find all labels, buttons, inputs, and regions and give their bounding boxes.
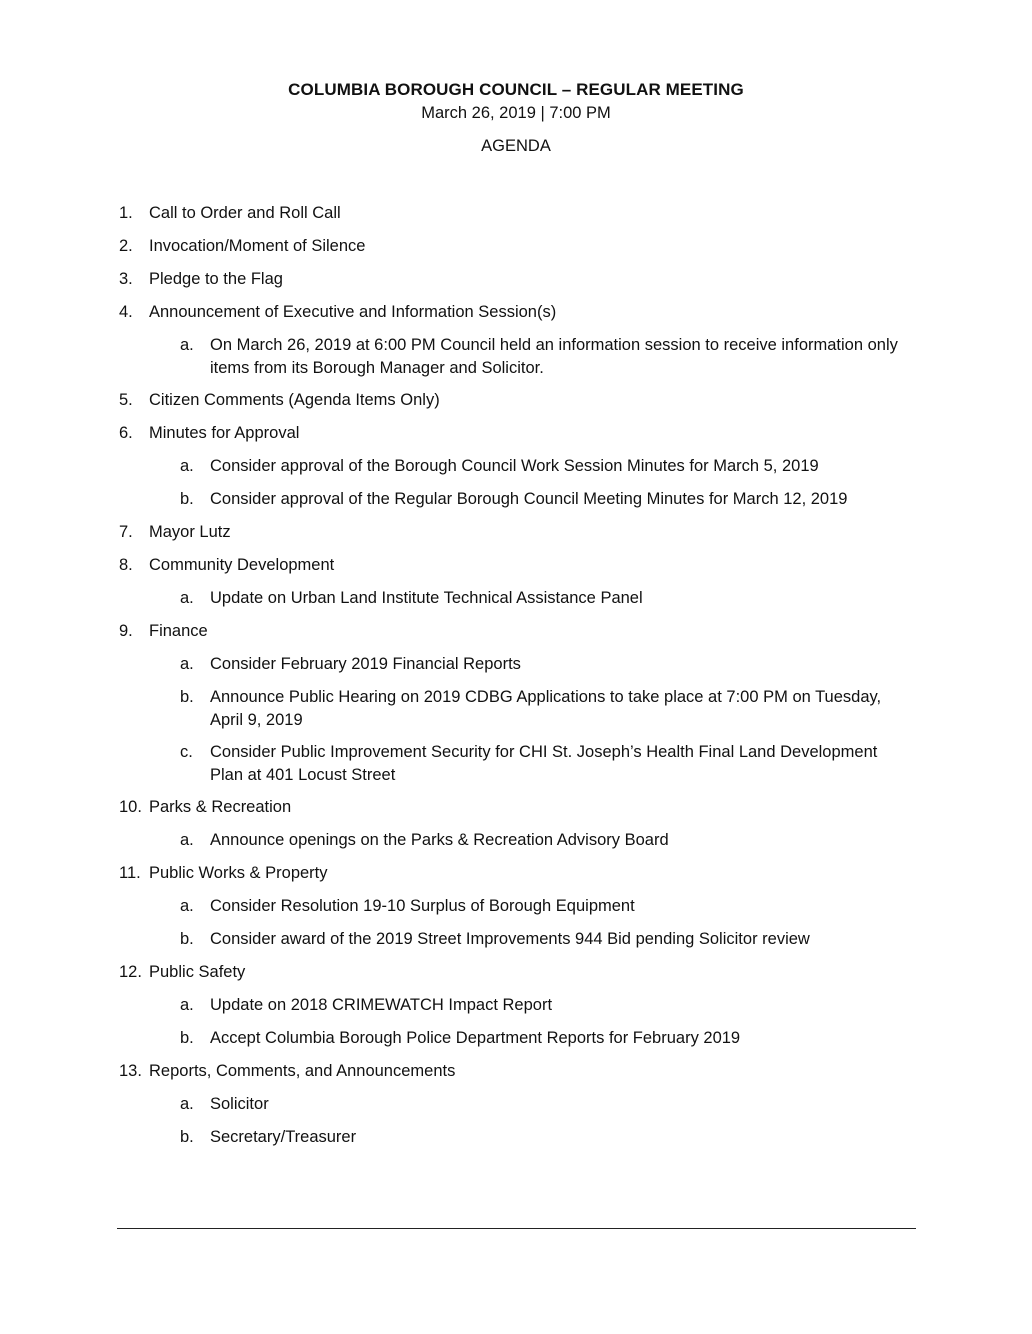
- agenda-subitem: [180, 1026, 909, 1051]
- agenda-subitem-text: On March 26, 2019 at 6:00 PM Council held an information session to receive information only items from its Borough Manager and Solicitor.: [210, 336, 898, 377]
- agenda-subitem-letter: b.: [180, 1029, 194, 1047]
- agenda-item: [119, 1059, 909, 1084]
- agenda-item-group: [119, 234, 909, 259]
- agenda-subitems: [180, 894, 909, 952]
- agenda-subitem-text: Update on 2018 CRIMEWATCH Impact Report: [210, 996, 553, 1014]
- agenda-item: [119, 861, 909, 886]
- agenda-item-number: 3.: [119, 270, 133, 288]
- agenda-item: [119, 267, 909, 292]
- agenda-subitem-letter: a.: [180, 655, 194, 673]
- agenda-subitem: [180, 487, 909, 512]
- agenda-item-number: 10.: [119, 798, 142, 816]
- agenda-item-number: 4.: [119, 303, 133, 321]
- agenda-subitem: [180, 1092, 909, 1117]
- agenda-item-group: [119, 619, 909, 787]
- agenda-subitem: [180, 685, 909, 732]
- agenda-item: [119, 553, 909, 578]
- agenda-subitem-letter: b.: [180, 930, 194, 948]
- agenda-item-group: [119, 553, 909, 611]
- agenda-subitem-letter: b.: [180, 1128, 194, 1146]
- agenda-item-group: [119, 1059, 909, 1150]
- agenda-subitems: [180, 993, 909, 1051]
- agenda-list: [119, 201, 909, 1158]
- agenda-item-text: Announcement of Executive and Information Session(s): [149, 303, 557, 321]
- agenda-item-text: Finance: [149, 622, 208, 640]
- agenda-item: [119, 234, 909, 259]
- agenda-item-text: Citizen Comments (Agenda Items Only): [149, 391, 440, 409]
- agenda-subitem: [180, 454, 909, 479]
- agenda-item-group: [119, 861, 909, 952]
- agenda-item-number: 6.: [119, 424, 133, 442]
- agenda-item-text: Public Works & Property: [149, 864, 328, 882]
- agenda-subitems: [180, 454, 909, 512]
- agenda-item-number: 11.: [119, 864, 141, 882]
- agenda-item-text: Public Safety: [149, 963, 246, 981]
- agenda-item: [119, 619, 909, 644]
- agenda-subitems: [180, 652, 909, 787]
- agenda-subitem-text: Consider Resolution 19-10 Surplus of Borough Equipment: [210, 897, 635, 915]
- agenda-item-group: [119, 388, 909, 413]
- agenda-item: [119, 300, 909, 325]
- agenda-item-group: [119, 795, 909, 853]
- agenda-item-text: Invocation/Moment of Silence: [149, 237, 366, 255]
- agenda-subitem-text: Update on Urban Land Institute Technical Assistance Panel: [210, 589, 643, 607]
- agenda-subitems: [180, 828, 909, 853]
- agenda-subitem-letter: a.: [180, 897, 194, 915]
- agenda-item-text: Community Development: [149, 556, 335, 574]
- agenda-subitem-text: Accept Columbia Borough Police Department Reports for February 2019: [210, 1029, 741, 1047]
- agenda-subitem: [180, 993, 909, 1018]
- agenda-item-text: Call to Order and Roll Call: [149, 204, 341, 222]
- agenda-item-number: 8.: [119, 556, 133, 574]
- agenda-item-number: 5.: [119, 391, 133, 409]
- agenda-subitem: [180, 927, 909, 952]
- agenda-item-text: Reports, Comments, and Announcements: [149, 1062, 456, 1080]
- agenda-item-group: [119, 300, 909, 380]
- agenda-item: [119, 421, 909, 446]
- agenda-item-number: 13.: [119, 1062, 142, 1080]
- agenda-subitems: [180, 1092, 909, 1150]
- document-header: [0, 78, 1032, 157]
- agenda-item: [119, 201, 909, 226]
- agenda-subitem-text: Consider February 2019 Financial Reports: [210, 655, 521, 673]
- agenda-item-number: 2.: [119, 237, 133, 255]
- agenda-heading: AGENDA: [481, 137, 551, 155]
- agenda-subitem-letter: c.: [180, 743, 193, 761]
- agenda-subitem-text: Consider Public Improvement Security for CHI St. Joseph’s Health Final Land Development Plan at 401 Locust Street: [210, 743, 878, 784]
- agenda-subitem-letter: b.: [180, 490, 194, 508]
- agenda-subitems: [180, 586, 909, 611]
- agenda-subitems: [180, 333, 909, 380]
- agenda-item-number: 12.: [119, 963, 142, 981]
- agenda-item: [119, 388, 909, 413]
- agenda-item-number: 7.: [119, 523, 133, 541]
- agenda-subitem: [180, 894, 909, 919]
- agenda-subitem-letter: a.: [180, 457, 194, 475]
- agenda-item-group: [119, 421, 909, 512]
- agenda-subitem-text: Secretary/Treasurer: [210, 1128, 357, 1146]
- agenda-item-text: Pledge to the Flag: [149, 270, 283, 288]
- agenda-item-group: [119, 201, 909, 226]
- agenda-subitem: [180, 652, 909, 677]
- agenda-subitem-letter: b.: [180, 688, 194, 706]
- agenda-item: [119, 960, 909, 985]
- agenda-subitem-letter: a.: [180, 589, 194, 607]
- agenda-subitem-letter: a.: [180, 831, 194, 849]
- agenda-subitem: [180, 586, 909, 611]
- agenda-subitem: [180, 740, 909, 787]
- meeting-title: COLUMBIA BOROUGH COUNCIL – REGULAR MEETING: [288, 80, 744, 99]
- footer-divider: [117, 1228, 916, 1229]
- agenda-subitem: [180, 1125, 909, 1150]
- agenda-item-group: [119, 960, 909, 1051]
- agenda-subitem-text: Consider approval of the Regular Borough Council Meeting Minutes for March 12, 2019: [210, 490, 848, 508]
- agenda-item-group: [119, 267, 909, 292]
- agenda-item-text: Minutes for Approval: [149, 424, 300, 442]
- agenda-subitem-letter: a.: [180, 336, 194, 354]
- agenda-subitem-text: Announce openings on the Parks & Recreation Advisory Board: [210, 831, 669, 849]
- agenda-item-number: 1.: [119, 204, 133, 222]
- agenda-subitem-letter: a.: [180, 1095, 194, 1113]
- meeting-datetime: March 26, 2019 | 7:00 PM: [421, 104, 611, 122]
- agenda-subitem-letter: a.: [180, 996, 194, 1014]
- agenda-item-text: Parks & Recreation: [149, 798, 292, 816]
- agenda-item: [119, 795, 909, 820]
- agenda-subitem: [180, 828, 909, 853]
- agenda-item-group: [119, 520, 909, 545]
- agenda-item-number: 9.: [119, 622, 133, 640]
- agenda-subitem-text: Solicitor: [210, 1095, 269, 1113]
- agenda-item-text: Mayor Lutz: [149, 523, 231, 541]
- agenda-subitem-text: Consider award of the 2019 Street Improvements 944 Bid pending Solicitor review: [210, 930, 810, 948]
- agenda-subitem-text: Announce Public Hearing on 2019 CDBG Applications to take place at 7:00 PM on Tuesday, April 9, 2019: [210, 688, 882, 729]
- agenda-subitem: [180, 333, 909, 380]
- agenda-subitem-text: Consider approval of the Borough Council Work Session Minutes for March 5, 2019: [210, 457, 819, 475]
- agenda-item: [119, 520, 909, 545]
